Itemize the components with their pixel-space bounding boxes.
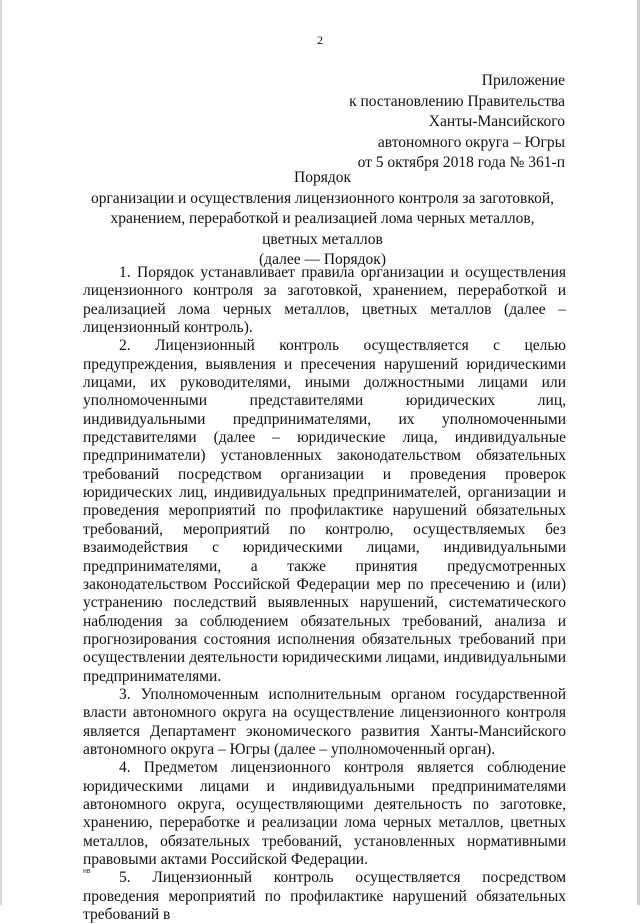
title-line: организации и осуществления лицензионного контроля за заготовкой,	[90, 189, 555, 207]
appendix-line: автономного округа – Югры	[377, 133, 565, 151]
paragraph-1: 1. Порядок устанавливает правила организации и осуществления лицензионного контроля за заготовкой, хранением, переработкой и реализацией лома черных металлов, цветных металлов (далее – лицензионный контроль).	[83, 264, 566, 337]
title-line: хранением, переработкой и реализацией лома черных металлов,	[110, 210, 535, 227]
paragraph-3: 3. Уполномоченным исполнительным органом государственной власти автономного округа на осуществление лицензионного контроля является Департамент экономического развития Ханты-Мансийского автономного округа – Югры (далее – уполномоченный орган).	[83, 685, 566, 758]
appendix-line: Ханты-Мансийского	[428, 113, 565, 130]
appendix-line: к постановлению Правительства	[349, 92, 565, 110]
paragraph-2: 2. Лицензионный контроль осуществляется с целью предупреждения, выявления и пресечения нарушений юридическими лицами, их руководителями, иными должностными лицами или уполномоченными представителями юридических лиц, индивидуальными предпринимателями, их уполномоченными представителями (далее – юридические лица, индивидуальные предприниматели) установленных законодательством обязательных требований посредством организации и проведения проверок юридических лиц, индивидуальных предпринимателей, организации и проведения мероприятий по профилактике нарушений обязательных требований, мероприятий по контролю, осуществляемых без взаимодействия с юридическими лицами, индивидуальными предпринимателями, а также принятия предусмотренных законодательством Российской Федерации мер по пресечению и (или) устранению последствий выявленных нарушений, систематического наблюдения за соблюдением обязательных требований, анализа и прогнозирования состояния исполнения обязательных требований при осуществлении деятельности юридическими лицами, индивидуальными предпринимателями.	[83, 337, 566, 685]
appendix-line: от 5 октября 2018 года № 361-п	[357, 154, 565, 171]
appendix-header	[349, 71, 565, 174]
scan-edge-left	[0, 0, 2, 905]
page-number: 2	[317, 33, 323, 47]
title-line: (далее — Порядок)	[259, 251, 386, 268]
paragraph-5: 5. Лицензионный контроль осуществляется посредством проведения мероприятий по профилактике нарушений обязательных требований в	[83, 869, 566, 924]
body-text	[83, 264, 566, 924]
document-title	[70, 168, 575, 271]
title-heading: Порядок	[294, 169, 351, 186]
paragraph-4: 4. Предметом лицензионного контроля является соблюдение юридическими лицами и индивидуальными предпринимателями автономного округа, осуществляющими деятельность по заготовке, хранению, переработке и реализации лома черных металлов, цветных металлов, обязательных требований, установленных нормативными правовыми актами Российской Федерации.	[83, 759, 566, 868]
title-line: цветных металлов	[262, 230, 383, 248]
appendix-line: Приложение	[481, 72, 565, 89]
footer-mark: нв	[83, 868, 91, 875]
